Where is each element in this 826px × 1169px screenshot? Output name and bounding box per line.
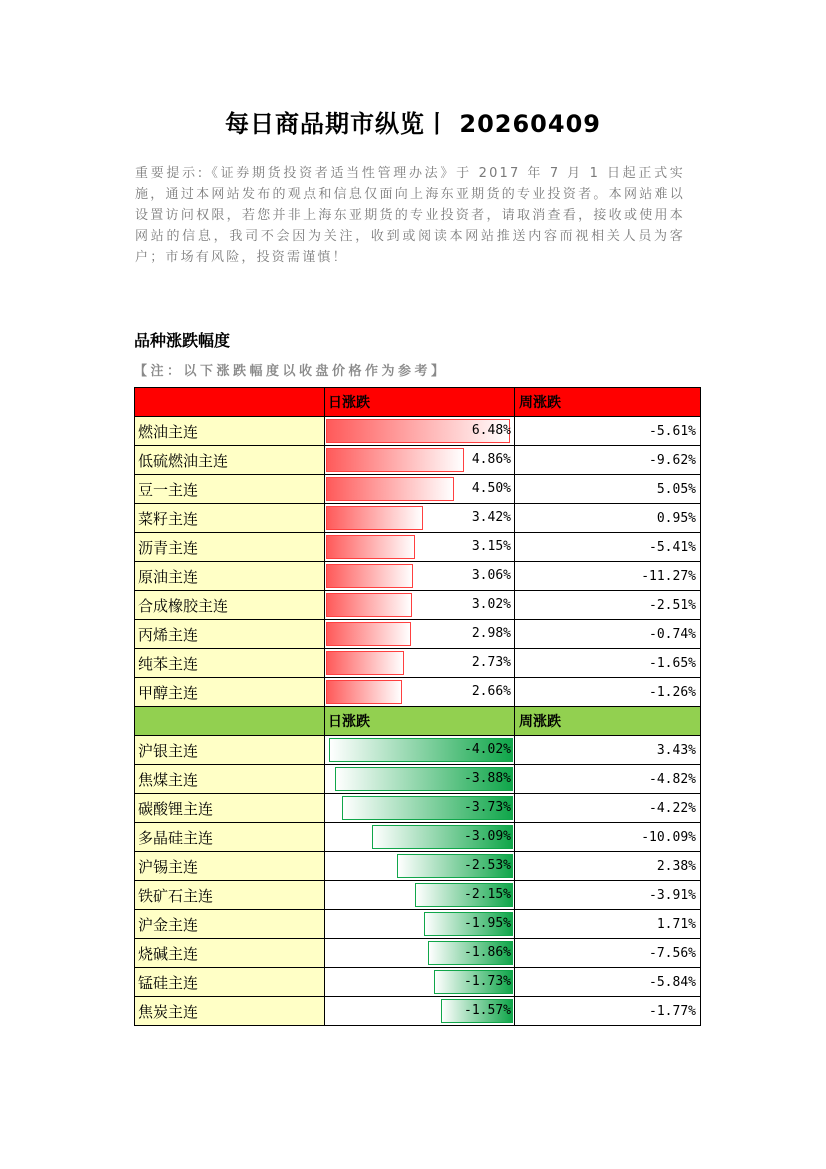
daily-change-value: -4.02% (464, 742, 511, 757)
table-row (135, 968, 701, 997)
commodity-name: 焦炭主连 (135, 997, 325, 1026)
daily-change-value: -3.73% (464, 800, 511, 815)
daily-change-value: -3.88% (464, 771, 511, 786)
page-title: 每日商品期市纵览丨 20260409 (225, 110, 601, 138)
commodity-name: 菜籽主连 (135, 504, 325, 533)
daily-change-value: -3.09% (464, 829, 511, 844)
table-row (135, 794, 701, 823)
losers-header-daily: 日涨跌 (325, 707, 515, 736)
daily-change-cell (325, 562, 515, 591)
commodity-name: 纯苯主连 (135, 649, 325, 678)
weekly-change-value: -0.74% (515, 620, 701, 649)
commodity-name: 沥青主连 (135, 533, 325, 562)
table-row (135, 823, 701, 852)
daily-change-cell (325, 881, 515, 910)
losers-header-blank (135, 707, 325, 736)
gain-bar (326, 680, 402, 704)
table-row (135, 591, 701, 620)
price-change-table (134, 387, 701, 1026)
table-row (135, 881, 701, 910)
table-row (135, 620, 701, 649)
daily-change-cell (325, 939, 515, 968)
daily-change-value: 4.86% (471, 452, 511, 467)
daily-change-value: 6.48% (471, 423, 511, 438)
table-row (135, 678, 701, 707)
weekly-change-value: -9.62% (515, 446, 701, 475)
weekly-change-value: 2.38% (515, 852, 701, 881)
gainers-header-weekly: 周涨跌 (515, 388, 701, 417)
commodity-name: 燃油主连 (135, 417, 325, 446)
gain-bar (326, 477, 454, 501)
daily-change-cell (325, 591, 515, 620)
daily-change-cell (325, 968, 515, 997)
gain-bar (326, 448, 464, 472)
table-row (135, 446, 701, 475)
disclaimer-notice: 重要提示:《证券期货投资者适当性管理办法》于 2017 年 7 月 1 日起正式实施，通过本网站发布的观点和信息仅面向上海东亚期货的专业投资者。本网站难以设置访问权限，若您并非上海东亚期货的专业投资者，请取消查看，接收或使用本网站的信息，我司不会因为关注，收到或阅读本网站推送内容而视相关人员为客户；市场有风险，投资需谨慎！ (135, 166, 685, 265)
table-row (135, 736, 701, 765)
daily-change-cell (325, 823, 515, 852)
daily-change-value: -1.95% (464, 916, 511, 931)
commodity-name: 多晶硅主连 (135, 823, 325, 852)
weekly-change-value: -1.26% (515, 678, 701, 707)
gain-bar (326, 593, 412, 617)
table-row (135, 997, 701, 1026)
commodity-name: 沪银主连 (135, 736, 325, 765)
daily-change-value: 2.98% (471, 626, 511, 641)
daily-change-cell (325, 678, 515, 707)
weekly-change-value: 3.43% (515, 736, 701, 765)
gain-bar (326, 564, 413, 588)
weekly-change-value: -4.22% (515, 794, 701, 823)
commodity-name: 锰硅主连 (135, 968, 325, 997)
weekly-change-value: -3.91% (515, 881, 701, 910)
weekly-change-value: -2.51% (515, 591, 701, 620)
weekly-change-value: -5.41% (515, 533, 701, 562)
daily-change-value: 3.42% (471, 510, 511, 525)
daily-change-value: 3.15% (471, 539, 511, 554)
daily-change-value: -2.53% (464, 858, 511, 873)
commodity-name: 焦煤主连 (135, 765, 325, 794)
commodity-name: 合成橡胶主连 (135, 591, 325, 620)
daily-change-value: -2.15% (464, 887, 511, 902)
daily-change-cell (325, 910, 515, 939)
table-row (135, 939, 701, 968)
daily-change-value: 4.50% (471, 481, 511, 496)
commodity-name: 烧碱主连 (135, 939, 325, 968)
commodity-name: 丙烯主连 (135, 620, 325, 649)
daily-change-cell (325, 997, 515, 1026)
gain-bar (326, 535, 415, 559)
weekly-change-value: -7.56% (515, 939, 701, 968)
table-row (135, 417, 701, 446)
daily-change-cell (325, 852, 515, 881)
daily-change-cell (325, 794, 515, 823)
gain-bar (326, 651, 404, 675)
daily-change-cell (325, 533, 515, 562)
section-title: 品种涨跌幅度 (134, 331, 231, 350)
daily-change-cell (325, 736, 515, 765)
weekly-change-value: 1.71% (515, 910, 701, 939)
table-row (135, 649, 701, 678)
daily-change-value: 2.73% (471, 655, 511, 670)
weekly-change-value: -5.84% (515, 968, 701, 997)
table-row (135, 852, 701, 881)
table-row (135, 533, 701, 562)
commodity-name: 原油主连 (135, 562, 325, 591)
weekly-change-value: 5.05% (515, 475, 701, 504)
table-row (135, 475, 701, 504)
weekly-change-value: -10.09% (515, 823, 701, 852)
gain-bar (326, 506, 423, 530)
weekly-change-value: -11.27% (515, 562, 701, 591)
daily-change-cell (325, 765, 515, 794)
weekly-change-value: -4.82% (515, 765, 701, 794)
losers-header-weekly: 周涨跌 (515, 707, 701, 736)
gainers-header-row (135, 388, 701, 417)
daily-change-value: -1.73% (464, 974, 511, 989)
daily-change-cell (325, 475, 515, 504)
daily-change-cell (325, 649, 515, 678)
daily-change-cell (325, 417, 515, 446)
daily-change-value: 2.66% (471, 684, 511, 699)
commodity-name: 沪锡主连 (135, 852, 325, 881)
daily-change-value: 3.02% (471, 597, 511, 612)
daily-change-cell (325, 620, 515, 649)
gain-bar (326, 622, 411, 646)
weekly-change-value: -1.65% (515, 649, 701, 678)
commodity-name: 低硫燃油主连 (135, 446, 325, 475)
daily-change-cell (325, 446, 515, 475)
daily-change-value: 3.06% (471, 568, 511, 583)
table-row (135, 562, 701, 591)
daily-change-value: -1.86% (464, 945, 511, 960)
table-row (135, 910, 701, 939)
daily-change-value: -1.57% (464, 1003, 511, 1018)
commodity-name: 沪金主连 (135, 910, 325, 939)
table-row (135, 504, 701, 533)
daily-change-cell (325, 504, 515, 533)
weekly-change-value: -1.77% (515, 997, 701, 1026)
gainers-header-blank (135, 388, 325, 417)
commodity-name: 铁矿石主连 (135, 881, 325, 910)
commodity-name: 碳酸锂主连 (135, 794, 325, 823)
commodity-name: 豆一主连 (135, 475, 325, 504)
losers-header-row (135, 707, 701, 736)
weekly-change-value: 0.95% (515, 504, 701, 533)
commodity-name: 甲醇主连 (135, 678, 325, 707)
gainers-header-daily: 日涨跌 (325, 388, 515, 417)
table-row (135, 765, 701, 794)
reference-note: 【注：以下涨跌幅度以收盘价格作为参考】 (134, 364, 448, 379)
weekly-change-value: -5.61% (515, 417, 701, 446)
